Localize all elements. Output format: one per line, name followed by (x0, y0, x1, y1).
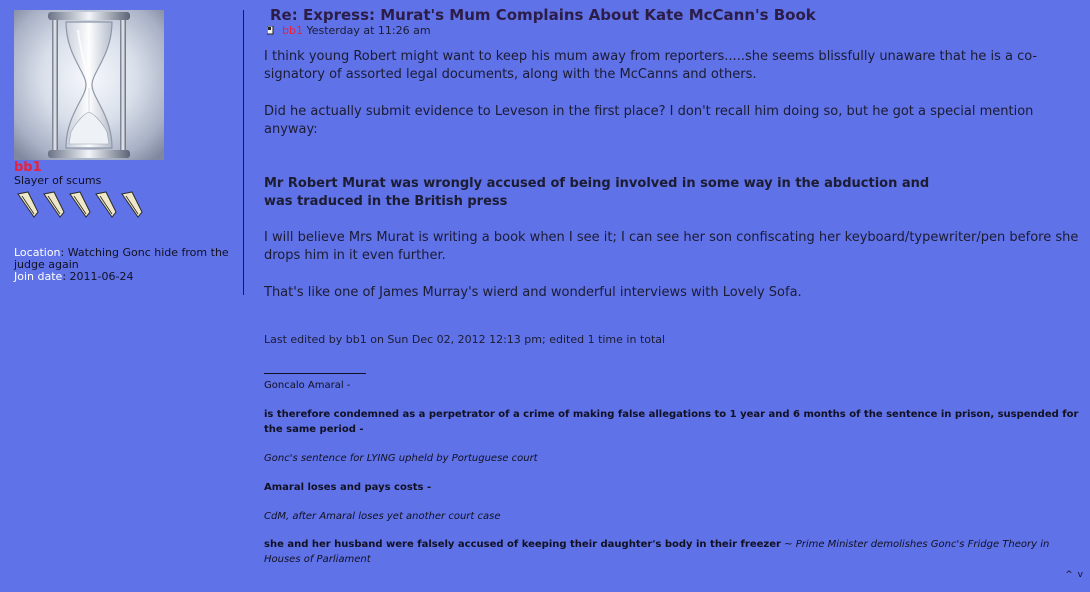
signature-line: is therefore condemned as a perpetrator of a crime of making false allegations to 1 year and 6 months of the sentence in prison, suspended for the same period - (264, 409, 1079, 435)
rank-title: Slayer of scums (14, 174, 102, 187)
post-time: Yesterday at 11:26 am (306, 24, 431, 37)
rank-badge (14, 189, 236, 219)
rank-feather-icon (18, 192, 38, 217)
join-date-label: Join date (14, 270, 63, 283)
rank-feather-icon (44, 192, 64, 217)
quoted-statement: Mr Robert Murat was wrongly accused of being involved in some way in the abduction and was traduced in the British press (264, 176, 930, 209)
post-meta (267, 24, 431, 37)
signature-line: CdM, after Amaral loses yet another court case (264, 511, 501, 522)
location-value: : Watching Gonc hide from the judge again (14, 246, 229, 271)
signature-italic-text: ~ Prime Minister demolishes Gonc's Fridge Theory in Houses of Parliament (264, 539, 1050, 565)
post-paragraph: That's like one of James Murray's wierd and wonderful interviews with Lovely Sofa. (264, 285, 802, 300)
signature-line: Gonc's sentence for LYING upheld by Portuguese court (264, 453, 538, 464)
author-profile (14, 10, 236, 283)
post-paragraph: Did he actually submit evidence to Leveson in the first place? I don't recall him doing so, but he got a special mention anyway: (264, 104, 1034, 137)
rank-feather-icon (70, 192, 90, 217)
signature-line (264, 537, 1084, 567)
location-label: Location (14, 246, 61, 259)
join-date-value: : 2011-06-24 (62, 270, 134, 283)
post-icon[interactable] (267, 26, 274, 35)
signature-bold-text: she and her husband were falsely accused of keeping their daughter's body in their freezer (264, 539, 781, 550)
author-username[interactable]: bb1 (14, 160, 42, 175)
location-field (14, 247, 236, 271)
join-date-field (14, 271, 236, 283)
avatar[interactable] (14, 10, 164, 160)
post-title[interactable]: Re: Express: Murat's Mum Complains About Kate McCann's Book (270, 6, 816, 24)
signature (264, 362, 1084, 567)
rank-feather-icon (122, 192, 142, 217)
post-paragraph: I think young Robert might want to keep his mum away from reporters.....she seems blissfully unaware that he is a co-signatory of assorted legal documents, along with the McCanns and others. (264, 49, 1038, 82)
scroll-top-bottom-icon[interactable]: ^ v (1065, 570, 1084, 580)
signature-line: Amaral loses and pays costs - (264, 482, 432, 493)
signature-divider (264, 373, 366, 374)
post-paragraph: I will believe Mrs Murat is writing a book when I see it; I can see her son confiscating her keyboard/typewriter/pen before she drops him in it even further. (264, 230, 1079, 263)
rank-feather-icon (96, 192, 116, 217)
post-body (264, 48, 1086, 302)
edited-note: Last edited by bb1 on Sun Dec 02, 2012 12:13 pm; edited 1 time in total (264, 333, 666, 346)
profile-fields (14, 247, 236, 283)
signature-line: Goncalo Amaral - (264, 380, 351, 391)
column-divider (243, 10, 244, 295)
post-author[interactable]: bb1 (282, 24, 303, 37)
